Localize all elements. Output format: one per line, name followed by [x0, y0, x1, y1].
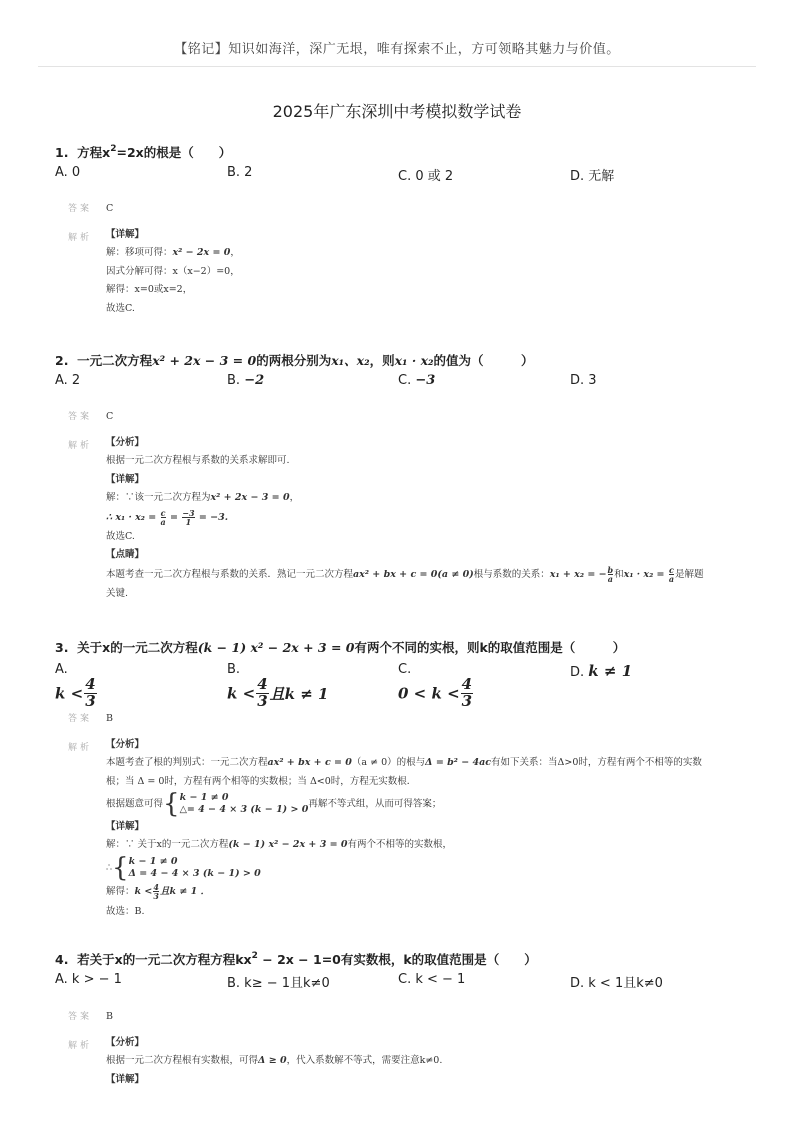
options [55, 972, 755, 994]
answer-value: C [106, 411, 114, 422]
options [55, 373, 755, 395]
analysis-body: 【分析】 根据一元二次方程根与系数的关系求解即可. 【详解】 解：∵该一元二次方程为x² + 2x − 3 = 0， ∴ x₁ · x₂ = $\frac{c}{a}$ = $\frac{-3}{1} = -3$. 故选C. 【点睛】 本题考查一元二次方程根与系数的关系．熟记一元二次方程ax² + bx + c = 0(a ≠ 0)根与系数的关系：x₁ + x₂ = − $\frac{b}{a}$和x₁ · x₂ = $\frac{c}{a}$是解题 关键. [106, 436, 704, 599]
question-4 [55, 950, 755, 994]
header-divider [38, 66, 756, 67]
answer-label: 答案 [68, 412, 93, 422]
option-c: C. 0 或 2 [398, 169, 454, 184]
answer-value: B [106, 1011, 113, 1022]
answer-block-3 [68, 710, 728, 922]
question-1 [55, 143, 755, 187]
question-stem: 3. 关于x的一元二次方程(k − 1) x² − 2x + 3 = 0有两个不同的实根，则k的取值范围是（ ） [55, 640, 626, 655]
analysis-label: 解析 [68, 440, 93, 451]
answer-block-4 [68, 1008, 728, 1089]
analysis-label: 解析 [68, 232, 93, 243]
analysis-label: 解析 [68, 742, 93, 753]
option-d: D. k < 1且k≠0 [570, 976, 663, 991]
option-c: C. −3 [398, 373, 436, 388]
answer-block-1 [68, 200, 728, 318]
option-c: C. k < − 1 [398, 972, 466, 987]
analysis-body: 【详解】 解：移项可得：x² − 2x = 0， 因式分解可得：x（x−2）=0， 解得：x=0或x=2， 故选C. [106, 228, 240, 314]
page-title: 2025年广东深圳中考模拟数学试卷 [272, 102, 522, 121]
question-2 [55, 351, 755, 395]
option-a: A. 2 [55, 373, 81, 388]
options [55, 165, 755, 187]
option-b: B. 2 [227, 165, 253, 180]
option-d: D. 无解 [570, 169, 615, 184]
analysis-body: 【分析】 本题考查了根的判别式：一元二次方程ax² + bx + c = 0（a ≠ 0）的根与Δ = b² − 4ac有如下关系：当Δ>0时，方程有两个不相等的实数 根；当 Δ = 0时，方程有两个相等的实数根；当 Δ<0时，方程无实数根． 根据题意可得 { k − 1 ≠ 0 △= 4 − 4 × 3 (k − 1) > 0 再解不等式组，从而可得答案； 【详解】 解：∵ 关于x的一元二次方程(k − 1) x² − 2x + 3 = 0有两个不相等的实数根， ∴ { k − 1 ≠ 0 Δ = 4 − 4 × 3 (k − 1) > 0 解得：k < $\frac{4}{3}$且k ≠ 1 ． 故选：B. [106, 738, 702, 917]
options [55, 662, 755, 710]
option-a: A. k < $\frac{4}{3}$ [55, 662, 96, 710]
option-a: A. 0 [55, 165, 81, 180]
question-stem: 4. 若关于x的一元二次方程方程$kx^2 - 2x - 1=0$有实数根，k的取值范围是（ ） [55, 951, 537, 967]
option-d: D. 3 [570, 373, 597, 388]
option-d: D. k ≠ 1 [570, 662, 633, 680]
option-c: C. 0 < k < $\frac{4}{3}$ [398, 662, 473, 710]
header-motto: 【铭记】知识如海洋，深广无垠，唯有探索不止，方可领略其魅力与价值。 [174, 42, 620, 57]
answer-label: 答案 [68, 1012, 93, 1022]
question-stem: 2. 一元二次方程x² + 2x − 3 = 0的两根分别为x₁、x₂，则x₁ · x₂的值为（ ） [55, 353, 534, 368]
answer-label: 答案 [68, 204, 93, 214]
option-b: B. k < $\frac{4}{3}$ 且k ≠ 1 [227, 662, 329, 710]
option-a: A. k > − 1 [55, 972, 122, 987]
answer-value: C [106, 203, 114, 214]
option-b: B. k≥ − 1且k≠0 [227, 976, 330, 991]
question-3 [55, 638, 755, 710]
answer-label: 答案 [68, 714, 93, 724]
analysis-body: 【分析】 根据一元二次方程根有实数根，可得Δ ≥ 0，代入系数解不等式，需要注意k≠0. 【详解】 [106, 1036, 443, 1085]
answer-value: B [106, 713, 113, 724]
analysis-label: 解析 [68, 1040, 93, 1051]
answer-block-2 [68, 408, 728, 603]
option-b: B. −2 [227, 373, 265, 388]
question-stem: 1. 方程$x^2=2x$的根是（ ） [55, 144, 232, 160]
